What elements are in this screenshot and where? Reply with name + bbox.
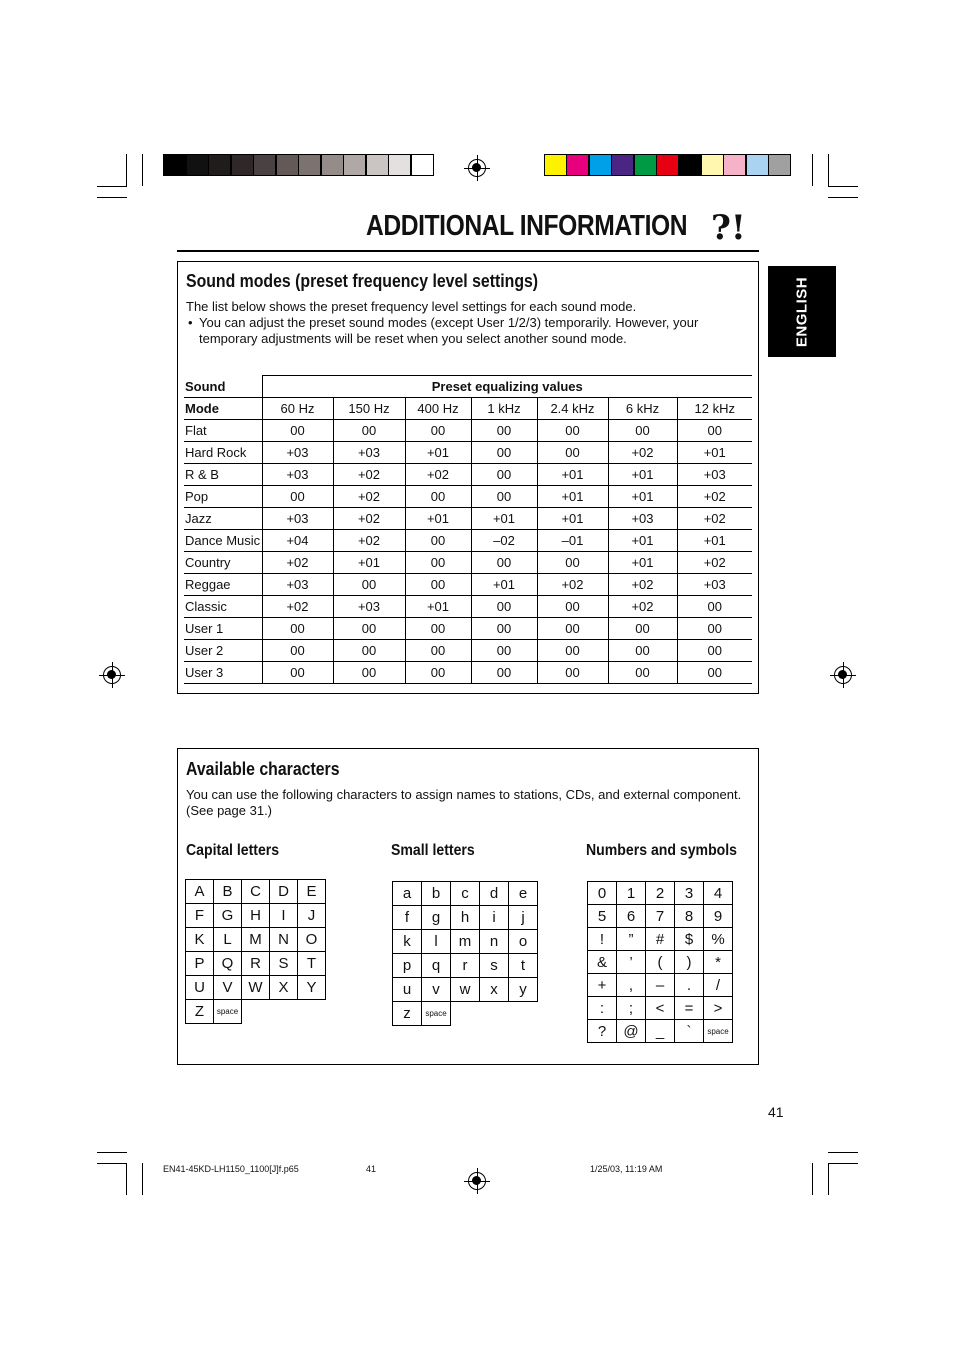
- gray-swatch: [321, 154, 344, 176]
- crop-mark: [828, 1163, 829, 1195]
- eq-value: +02: [405, 464, 471, 486]
- page-number: 41: [768, 1104, 784, 1120]
- eq-value: +03: [262, 464, 333, 486]
- eq-value: +01: [608, 486, 677, 508]
- crop-mark: [97, 186, 127, 187]
- character-cell: C: [242, 880, 270, 904]
- character-cell: 4: [704, 882, 733, 905]
- frequency-header: 12 kHz: [677, 398, 752, 420]
- frequency-header: 400 Hz: [405, 398, 471, 420]
- character-cell: J: [298, 904, 326, 928]
- character-cell: ’: [617, 951, 646, 974]
- table-row: [186, 904, 326, 928]
- eq-value: 00: [405, 574, 471, 596]
- eq-value: +02: [333, 464, 405, 486]
- gray-swatch: [343, 154, 366, 176]
- empty-cell: [242, 1000, 270, 1024]
- eq-value: 00: [537, 442, 608, 464]
- numbers-symbols-heading: Numbers and symbols: [586, 842, 738, 859]
- capital-letters-table: [185, 879, 326, 1024]
- crop-mark: [812, 154, 813, 186]
- character-cell: &: [588, 951, 617, 974]
- table-row: [393, 906, 538, 930]
- character-cell: o: [509, 930, 538, 954]
- small-letters-heading: Small letters: [391, 842, 475, 859]
- table-row: [184, 420, 752, 442]
- eq-value: +02: [333, 530, 405, 552]
- table-row: [588, 928, 733, 951]
- character-cell: e: [509, 882, 538, 906]
- crop-mark: [97, 197, 127, 198]
- eq-value: +01: [405, 442, 471, 464]
- mode-name: Pop: [184, 486, 262, 508]
- gray-swatch: [186, 154, 209, 176]
- character-cell: F: [186, 904, 214, 928]
- character-cell: c: [451, 882, 480, 906]
- eq-value: 00: [333, 574, 405, 596]
- eq-value: +03: [262, 508, 333, 530]
- color-swatch: [544, 154, 567, 176]
- mode-name: Hard Rock: [184, 442, 262, 464]
- eq-value: 00: [333, 662, 405, 684]
- character-cell: f: [393, 906, 422, 930]
- eq-value: 00: [608, 662, 677, 684]
- footer-date: 1/25/03, 11:19 AM: [590, 1164, 663, 1174]
- eq-value: +01: [405, 508, 471, 530]
- eq-value: +02: [677, 552, 752, 574]
- character-cell: S: [270, 952, 298, 976]
- table-row: [588, 905, 733, 928]
- frequency-header: 2.4 kHz: [537, 398, 608, 420]
- eq-value: 00: [471, 552, 537, 574]
- character-cell: space: [422, 1002, 451, 1026]
- eq-value: 00: [333, 618, 405, 640]
- character-cell: A: [186, 880, 214, 904]
- empty-cell: [270, 1000, 298, 1024]
- crop-mark: [828, 197, 858, 198]
- gray-swatch: [231, 154, 254, 176]
- character-cell: i: [480, 906, 509, 930]
- eq-value: 00: [471, 486, 537, 508]
- character-cell: +: [588, 974, 617, 997]
- eq-value: –02: [471, 530, 537, 552]
- eq-value: 00: [471, 442, 537, 464]
- gray-swatch: [253, 154, 276, 176]
- crop-mark: [828, 154, 829, 186]
- mode-name: R & B: [184, 464, 262, 486]
- mode-name: Flat: [184, 420, 262, 442]
- character-cell: L: [214, 928, 242, 952]
- table-row: [184, 508, 752, 530]
- table-row: [393, 1002, 538, 1026]
- small-letters-table: [392, 881, 538, 1026]
- eq-value: +02: [333, 508, 405, 530]
- eq-value: 00: [405, 420, 471, 442]
- registration-target-icon: [103, 666, 121, 684]
- eq-value: 00: [333, 640, 405, 662]
- eq-value: 00: [537, 662, 608, 684]
- language-tab-label: ENGLISH: [793, 276, 811, 347]
- eq-value: 00: [677, 662, 752, 684]
- character-cell: ): [675, 951, 704, 974]
- table-row: [184, 530, 752, 552]
- character-cell: 9: [704, 905, 733, 928]
- character-cell: 3: [675, 882, 704, 905]
- eq-value: +02: [608, 442, 677, 464]
- sound-modes-heading: Sound modes (preset frequency level settings): [186, 271, 539, 291]
- character-cell: z: [393, 1002, 422, 1026]
- table-header-row: [184, 376, 752, 398]
- eq-value: 00: [405, 618, 471, 640]
- character-cell: a: [393, 882, 422, 906]
- crop-mark: [812, 1163, 813, 1195]
- mode-name: Jazz: [184, 508, 262, 530]
- gray-swatch: [298, 154, 321, 176]
- eq-value: +03: [262, 442, 333, 464]
- character-cell: j: [509, 906, 538, 930]
- character-cell: =: [675, 997, 704, 1020]
- mode-name: User 1: [184, 618, 262, 640]
- empty-cell: [451, 1002, 480, 1026]
- registration-target-icon: [468, 159, 486, 177]
- character-cell: v: [422, 978, 451, 1002]
- character-cell: Q: [214, 952, 242, 976]
- character-cell: P: [186, 952, 214, 976]
- empty-cell: [509, 1002, 538, 1026]
- eq-value: +02: [333, 486, 405, 508]
- eq-value: +01: [608, 552, 677, 574]
- crop-mark: [126, 154, 127, 186]
- eq-value: 00: [677, 596, 752, 618]
- eq-value: +01: [471, 574, 537, 596]
- footer-filename: EN41-45KD-LH1150_1100[J]f.p65: [163, 1164, 299, 1174]
- color-swatch: [656, 154, 679, 176]
- sound-modes-bullet: You can adjust the preset sound modes (except User 1/2/3) temporarily. However, your temporary adjustments will be reset when you select another sound mode.: [199, 315, 699, 346]
- frequency-header: 6 kHz: [608, 398, 677, 420]
- character-cell: B: [214, 880, 242, 904]
- character-cell: $: [675, 928, 704, 951]
- character-cell: 0: [588, 882, 617, 905]
- eq-value: +01: [537, 464, 608, 486]
- table-row: [186, 952, 326, 976]
- eq-value: 00: [471, 640, 537, 662]
- character-cell: y: [509, 978, 538, 1002]
- eq-value: +03: [333, 596, 405, 618]
- table-row: [186, 1000, 326, 1024]
- eq-value: 00: [333, 420, 405, 442]
- page-title: ADDITIONAL INFORMATION: [366, 210, 688, 242]
- character-cell: h: [451, 906, 480, 930]
- eq-value: +03: [262, 574, 333, 596]
- character-cell: l: [422, 930, 451, 954]
- eq-value: +01: [405, 596, 471, 618]
- character-cell: *: [704, 951, 733, 974]
- character-cell: V: [214, 976, 242, 1000]
- eq-value: 00: [262, 618, 333, 640]
- eq-value: 00: [405, 552, 471, 574]
- eq-value: 00: [677, 420, 752, 442]
- eq-value: +04: [262, 530, 333, 552]
- eq-value: +01: [537, 508, 608, 530]
- empty-cell: [298, 1000, 326, 1024]
- empty-cell: [480, 1002, 509, 1026]
- eq-value: +03: [333, 442, 405, 464]
- character-cell: w: [451, 978, 480, 1002]
- character-cell: Y: [298, 976, 326, 1000]
- available-characters-intro: You can use the following characters to assign names to stations, CDs, and external component. (See page 31.): [186, 787, 742, 818]
- eq-value: 00: [537, 618, 608, 640]
- header-mode: Mode: [184, 398, 262, 420]
- crop-mark: [142, 1163, 143, 1195]
- character-cell: U: [186, 976, 214, 1000]
- eq-value: 00: [405, 486, 471, 508]
- eq-value: 00: [537, 420, 608, 442]
- color-swatch: [701, 154, 724, 176]
- character-cell: %: [704, 928, 733, 951]
- table-row: [186, 928, 326, 952]
- registration-target-icon: [834, 666, 852, 684]
- table-header-row: [184, 398, 752, 420]
- character-cell: D: [270, 880, 298, 904]
- eq-value: +01: [471, 508, 537, 530]
- gray-swatch: [366, 154, 389, 176]
- gray-swatch: [388, 154, 411, 176]
- table-row: [186, 880, 326, 904]
- table-row: [588, 997, 733, 1020]
- eq-value: 00: [405, 662, 471, 684]
- character-cell: ”: [617, 928, 646, 951]
- eq-value: +02: [677, 508, 752, 530]
- table-row: [588, 1020, 733, 1043]
- table-row: [588, 974, 733, 997]
- eq-value: +03: [677, 464, 752, 486]
- character-cell: q: [422, 954, 451, 978]
- character-cell: H: [242, 904, 270, 928]
- table-row: [184, 618, 752, 640]
- eq-value: +02: [262, 552, 333, 574]
- language-tab: [768, 266, 836, 357]
- crop-mark: [142, 154, 143, 186]
- header-sound: Sound: [184, 376, 262, 398]
- eq-value: 00: [537, 552, 608, 574]
- character-cell: X: [270, 976, 298, 1000]
- table-row: [184, 640, 752, 662]
- table-row: [393, 954, 538, 978]
- eq-value: 00: [677, 618, 752, 640]
- eq-value: 00: [405, 530, 471, 552]
- frequency-header: 150 Hz: [333, 398, 405, 420]
- eq-value: 00: [471, 420, 537, 442]
- eq-value: 00: [262, 640, 333, 662]
- table-row: [393, 882, 538, 906]
- mode-name: Reggae: [184, 574, 262, 596]
- eq-value: 00: [608, 640, 677, 662]
- crop-mark: [126, 1163, 127, 1195]
- eq-value: 00: [405, 640, 471, 662]
- table-row: [184, 464, 752, 486]
- numbers-symbols-table: [587, 881, 733, 1043]
- character-cell: >: [704, 997, 733, 1020]
- table-row: [588, 882, 733, 905]
- table-row: [184, 662, 752, 684]
- character-cell: –: [646, 974, 675, 997]
- character-cell: T: [298, 952, 326, 976]
- crop-mark: [97, 1152, 127, 1153]
- character-cell: M: [242, 928, 270, 952]
- footer-page: 41: [366, 1164, 377, 1174]
- available-characters-heading: Available characters: [186, 759, 340, 779]
- character-cell: I: [270, 904, 298, 928]
- character-cell: <: [646, 997, 675, 1020]
- color-swatch: [768, 154, 791, 176]
- eq-value: 00: [537, 640, 608, 662]
- character-cell: N: [270, 928, 298, 952]
- gray-swatch: [411, 154, 434, 176]
- crop-mark: [828, 1163, 858, 1164]
- eq-value: +01: [608, 530, 677, 552]
- eq-value: 00: [471, 618, 537, 640]
- eq-value: 00: [471, 464, 537, 486]
- character-cell: E: [298, 880, 326, 904]
- character-cell: _: [646, 1020, 675, 1043]
- eq-value: +01: [608, 464, 677, 486]
- character-cell: ,: [617, 974, 646, 997]
- mode-name: Dance Music: [184, 530, 262, 552]
- bullet-marker: •: [188, 315, 193, 330]
- character-cell: 1: [617, 882, 646, 905]
- eq-value: +02: [537, 574, 608, 596]
- table-row: [186, 976, 326, 1000]
- eq-value: 00: [262, 420, 333, 442]
- character-cell: 6: [617, 905, 646, 928]
- frequency-header: 1 kHz: [471, 398, 537, 420]
- table-row: [184, 442, 752, 464]
- table-row: [184, 486, 752, 508]
- mode-name: Country: [184, 552, 262, 574]
- character-cell: K: [186, 928, 214, 952]
- character-cell: x: [480, 978, 509, 1002]
- table-row: [184, 574, 752, 596]
- registration-target-icon: [468, 1172, 486, 1190]
- character-cell: d: [480, 882, 509, 906]
- character-cell: 8: [675, 905, 704, 928]
- character-cell: 5: [588, 905, 617, 928]
- character-cell: 2: [646, 882, 675, 905]
- eq-value: +01: [333, 552, 405, 574]
- character-cell: u: [393, 978, 422, 1002]
- character-cell: (: [646, 951, 675, 974]
- eq-value: +01: [537, 486, 608, 508]
- crop-mark: [828, 186, 858, 187]
- character-cell: space: [214, 1000, 242, 1024]
- color-swatch: [634, 154, 657, 176]
- color-swatch: [566, 154, 589, 176]
- gray-swatch: [163, 154, 186, 176]
- character-cell: W: [242, 976, 270, 1000]
- crop-mark: [828, 1152, 858, 1153]
- eq-value: +03: [677, 574, 752, 596]
- eq-value: +01: [677, 530, 752, 552]
- character-cell: k: [393, 930, 422, 954]
- character-cell: #: [646, 928, 675, 951]
- eq-value: –01: [537, 530, 608, 552]
- header-preset: Preset equalizing values: [262, 376, 752, 398]
- eq-value: +03: [608, 508, 677, 530]
- character-cell: O: [298, 928, 326, 952]
- color-swatch: [678, 154, 701, 176]
- mode-name: Classic: [184, 596, 262, 618]
- eq-value: 00: [471, 662, 537, 684]
- character-cell: .: [675, 974, 704, 997]
- eq-value: 00: [608, 618, 677, 640]
- frequency-header: 60 Hz: [262, 398, 333, 420]
- character-cell: `: [675, 1020, 704, 1043]
- eq-value: +02: [677, 486, 752, 508]
- character-cell: space: [704, 1020, 733, 1043]
- character-cell: !: [588, 928, 617, 951]
- eq-value: 00: [677, 640, 752, 662]
- eq-value: +01: [677, 442, 752, 464]
- capital-letters-heading: Capital letters: [186, 842, 280, 859]
- character-cell: ;: [617, 997, 646, 1020]
- color-swatch: [589, 154, 612, 176]
- character-cell: g: [422, 906, 451, 930]
- eq-value: 00: [262, 662, 333, 684]
- color-swatch: [746, 154, 769, 176]
- color-swatch: [611, 154, 634, 176]
- sound-modes-intro: The list below shows the preset frequency level settings for each sound mode.: [186, 299, 637, 314]
- table-row: [184, 596, 752, 618]
- title-rule: [177, 250, 759, 252]
- table-row: [393, 930, 538, 954]
- table-row: [184, 552, 752, 574]
- mode-name: User 3: [184, 662, 262, 684]
- mode-name: User 2: [184, 640, 262, 662]
- character-cell: b: [422, 882, 451, 906]
- gray-swatch: [208, 154, 231, 176]
- eq-value: 00: [471, 596, 537, 618]
- character-cell: G: [214, 904, 242, 928]
- character-cell: @: [617, 1020, 646, 1043]
- character-cell: n: [480, 930, 509, 954]
- eq-value: +02: [262, 596, 333, 618]
- character-cell: Z: [186, 1000, 214, 1024]
- character-cell: ?: [588, 1020, 617, 1043]
- eq-value: +02: [608, 574, 677, 596]
- gray-swatch: [276, 154, 299, 176]
- table-row: [393, 978, 538, 1002]
- crop-mark: [97, 1163, 127, 1164]
- eq-value: 00: [608, 420, 677, 442]
- character-cell: p: [393, 954, 422, 978]
- table-row: [588, 951, 733, 974]
- color-swatch: [723, 154, 746, 176]
- character-cell: /: [704, 974, 733, 997]
- eq-value: 00: [262, 486, 333, 508]
- character-cell: 7: [646, 905, 675, 928]
- character-cell: m: [451, 930, 480, 954]
- character-cell: R: [242, 952, 270, 976]
- character-cell: s: [480, 954, 509, 978]
- character-cell: t: [509, 954, 538, 978]
- eq-value: 00: [537, 596, 608, 618]
- character-cell: r: [451, 954, 480, 978]
- equalizer-table: [184, 375, 752, 684]
- question-exclamation-icon: ?!: [711, 208, 746, 248]
- eq-value: +02: [608, 596, 677, 618]
- character-cell: :: [588, 997, 617, 1020]
